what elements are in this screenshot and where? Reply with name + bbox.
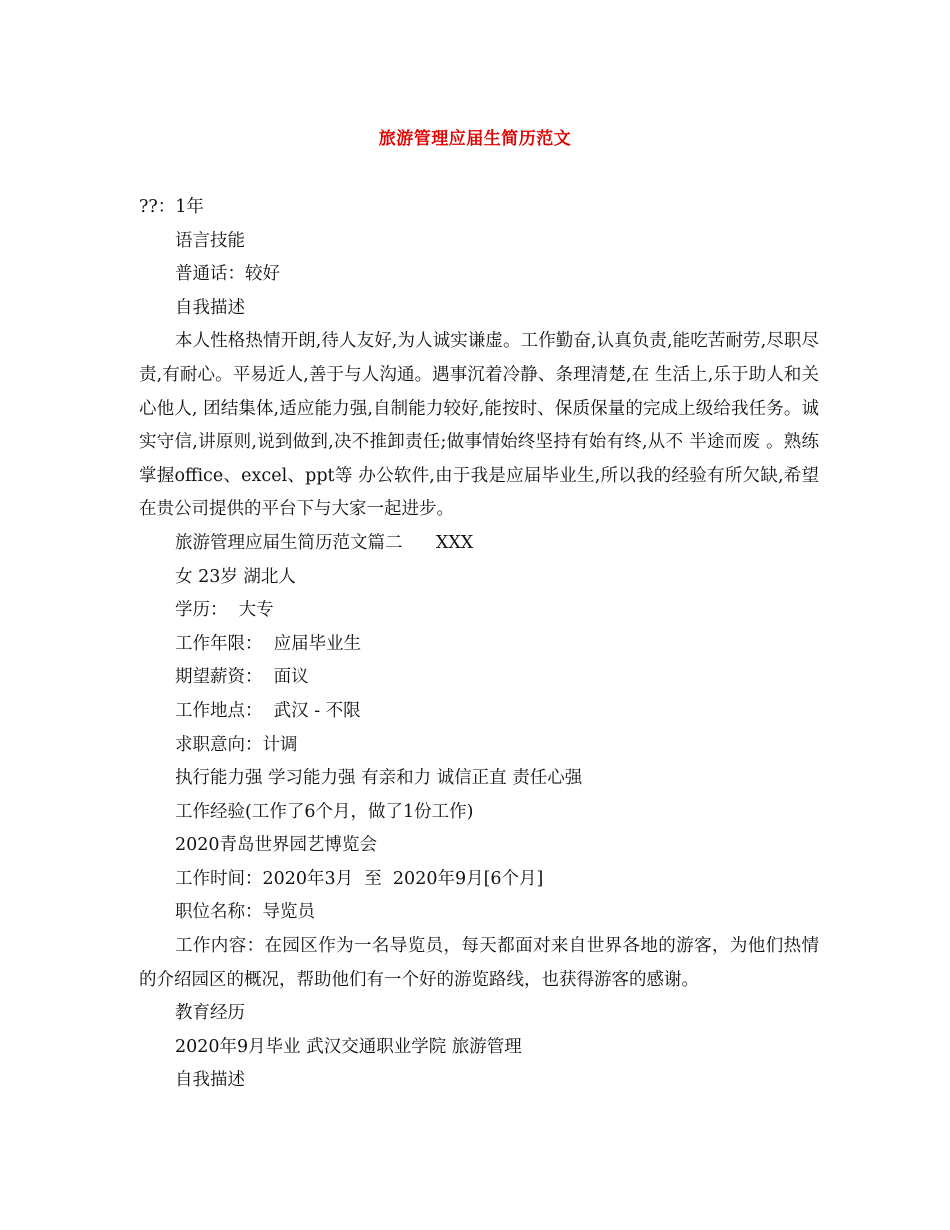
strengths-line: 执行能力强 学习能力强 有亲和力 诚信正直 责任心强	[175, 768, 583, 789]
education-heading: 教育经历	[175, 1003, 245, 1024]
job-intention-line: 求职意向：计调	[175, 734, 298, 755]
employer-line: 2020青岛世界园艺博览会	[175, 835, 378, 856]
text-line-mandarin: 普通话：较好	[175, 264, 280, 285]
education-level-line: 学历： 大专	[175, 600, 274, 621]
personal-info-line: 女 23岁 湖北人	[175, 566, 296, 587]
self-description-paragraph: 本人性格热情开朗,待人友好,为人诚实谦虚。工作勤奋,认真负责,能吃苦耐劳,尽职尽责,有耐心。平易近人,善于与人沟通。遇事沉着冷静、条理清楚,在 生活上,乐于助人和关心他人, 团结集体,适应能力强,自制能力较好,能按时、保质保量的完成上级给我任务。诚实守信,讲原则,说到做到,决不推卸责任;做事情始终坚持有始有终,从不 半途而废 。熟练掌握office、excel、ppt等 办公软件,由于我是应届毕业生,所以我的经验有所欠缺,希望在贵公司提供的平台下与大家一起进步。	[139, 331, 819, 520]
document-body	[139, 191, 819, 1098]
resume-two-heading: 旅游管理应届生简历范文篇二 XXX	[175, 532, 474, 553]
education-entry-line: 2020年9月毕业 武汉交通职业学院 旅游管理	[175, 1036, 522, 1057]
section-heading-self-description: 自我描述	[175, 297, 245, 318]
work-years-line: 工作年限： 应届毕业生	[175, 633, 362, 654]
job-content-paragraph: 工作内容：在园区作为一名导览员，每天都面对来自世界各地的游客，为他们热情的介绍园区的概况，帮助他们有一个好的游览路线，也获得游客的感谢。	[139, 936, 819, 990]
self-description-heading-2: 自我描述	[175, 1070, 245, 1091]
section-heading-language-skills: 语言技能	[175, 230, 245, 251]
work-period-line: 工作时间：2020年3月 至 2020年9月[6个月]	[175, 868, 544, 889]
work-experience-heading: 工作经验(工作了6个月，做了1份工作)	[175, 801, 474, 822]
work-location-line: 工作地点： 武汉 - 不限	[175, 700, 361, 721]
text-line-years: ??：1年	[139, 197, 204, 217]
position-line: 职位名称：导览员	[175, 902, 315, 923]
expected-salary-line: 期望薪资： 面议	[175, 667, 309, 688]
document-title: 旅游管理应届生简历范文	[378, 129, 572, 149]
